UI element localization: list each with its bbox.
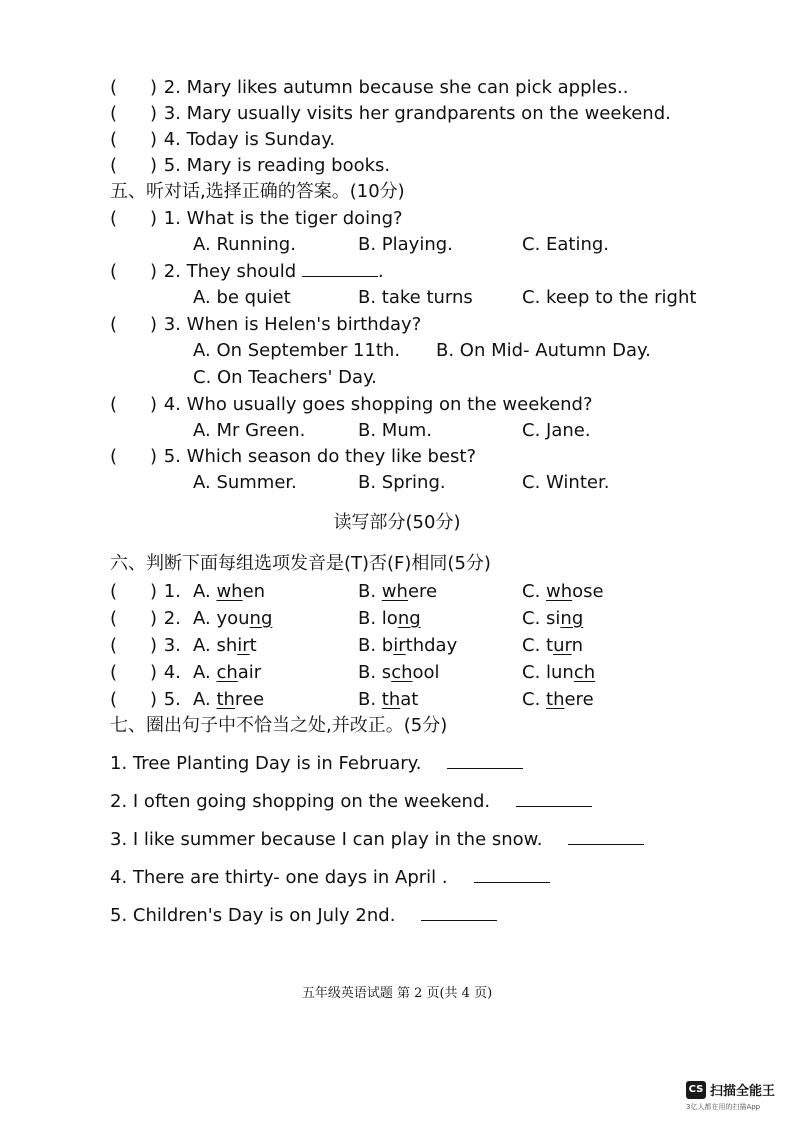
row-number: 2. <box>163 608 181 629</box>
word-part: B. <box>358 635 382 656</box>
word-part: ere <box>564 689 594 710</box>
word-part: sh <box>216 635 238 656</box>
phonics-option-c <box>522 661 595 685</box>
answer-paren: ( ) <box>110 662 158 683</box>
listen-q2 <box>110 260 384 284</box>
answer-blank[interactable] <box>421 906 497 921</box>
underlined-letters: th <box>546 689 565 710</box>
answer-paren: ( ) <box>110 635 158 656</box>
underlined-letters: ch <box>573 662 596 683</box>
phonics-option-b <box>358 580 437 604</box>
option-b: B. On Mid- Autumn Day. <box>436 340 651 361</box>
word-part: thday <box>405 635 458 656</box>
underlined-letters: ng <box>397 608 421 629</box>
section6-title: 六、判断下面每组选项发音是(T)否(F)相同(5分) <box>110 553 491 574</box>
item-number: 5. <box>163 155 181 176</box>
row-number: 4. <box>163 662 181 683</box>
word-part: ree <box>234 689 265 710</box>
option-c: C. Jane. <box>522 420 591 441</box>
word-part: A. <box>193 635 217 656</box>
phonics-option-a <box>193 661 261 685</box>
item-number: 4. <box>163 129 181 150</box>
word-part: A. <box>193 662 217 683</box>
phonics-option-b <box>358 607 421 631</box>
scanner-logo <box>686 1080 775 1099</box>
option-a: A. Mr Green. <box>193 420 306 441</box>
phonics-option-c <box>522 634 583 658</box>
answer-paren: ( ) <box>110 314 158 335</box>
phonics-row <box>110 580 181 604</box>
option-a: A. Summer. <box>193 472 297 493</box>
word-part: B. <box>358 689 382 710</box>
option-b: B. Mum. <box>358 420 432 441</box>
word-part: B. <box>358 662 382 683</box>
q-number: 3. <box>163 314 181 335</box>
underlined-letters: wh <box>216 581 243 602</box>
listen-q5 <box>110 445 476 469</box>
answer-paren: ( ) <box>110 129 158 150</box>
underlined-letters: th <box>381 689 401 710</box>
word-part: ool <box>412 662 440 683</box>
answer-paren: ( ) <box>110 581 158 602</box>
phonics-row <box>110 634 181 658</box>
underlined-letters: ir <box>237 635 250 656</box>
underlined-letters: wh <box>381 581 408 602</box>
option-c: C. keep to the right <box>522 287 697 308</box>
word-part: you <box>216 608 250 629</box>
option-c: C. On Teachers' Day. <box>193 367 377 388</box>
word-part: C. <box>522 689 547 710</box>
q-text: What is the tiger doing? <box>186 208 403 229</box>
phonics-row <box>110 661 181 685</box>
answer-blank[interactable] <box>568 830 644 845</box>
word-part: n <box>571 635 583 656</box>
cs-logo-icon: CS <box>686 1081 706 1099</box>
word-part: t <box>249 635 257 656</box>
answer-paren: ( ) <box>110 689 158 710</box>
word-part: en <box>242 581 266 602</box>
answer-blank[interactable] <box>516 792 592 807</box>
word-part: C. <box>522 635 547 656</box>
answer-paren: ( ) <box>110 394 158 415</box>
q-text: They should <box>186 261 297 282</box>
logo-tagline: 3亿人都在用的扫描App <box>686 1103 761 1111</box>
word-part: A. <box>193 689 217 710</box>
q-end: . <box>377 261 384 282</box>
option-a: A. On September 11th. <box>193 340 401 361</box>
correction-item-1 <box>110 752 523 776</box>
option-a: A. Running. <box>193 234 296 255</box>
q-number: 5. <box>163 446 181 467</box>
underlined-letters: ur <box>553 635 572 656</box>
phonics-option-b <box>358 688 418 712</box>
q-number: 2. <box>163 261 181 282</box>
word-part: C. <box>522 662 547 683</box>
underlined-letters: th <box>216 689 235 710</box>
answer-blank[interactable] <box>302 262 378 277</box>
option-c: C. Eating. <box>522 234 610 255</box>
correction-item-5 <box>110 904 497 928</box>
underlined-letters: ng <box>249 608 273 629</box>
row-number: 5. <box>163 689 181 710</box>
underlined-letters: ch <box>216 662 238 683</box>
judge-item-5 <box>110 154 390 178</box>
underlined-letters: ch <box>391 662 413 683</box>
phonics-option-a <box>193 607 272 631</box>
sentence: 4. There are thirty- one days in April . <box>110 867 448 888</box>
judge-item-4 <box>110 128 335 152</box>
word-part: A. <box>193 581 217 602</box>
phonics-option-a <box>193 634 257 658</box>
sentence: 1. Tree Planting Day is in February. <box>110 753 422 774</box>
word-part: B. <box>358 581 382 602</box>
word-part: si <box>546 608 561 629</box>
answer-paren: ( ) <box>110 208 158 229</box>
word-part: at <box>400 689 419 710</box>
row-number: 1. <box>163 581 181 602</box>
phonics-option-a <box>193 580 265 604</box>
underlined-letters: ir <box>393 635 406 656</box>
phonics-option-b <box>358 661 440 685</box>
word-part: B. <box>358 608 382 629</box>
item-number: 2. <box>163 77 181 98</box>
answer-paren: ( ) <box>110 77 158 98</box>
sentence: 2. I often going shopping on the weekend. <box>110 791 491 812</box>
word-part: b <box>381 635 394 656</box>
item-text: Mary is reading books. <box>186 155 391 176</box>
word-part: C. <box>522 608 547 629</box>
item-text: Mary usually visits her grandparents on the weekend. <box>186 103 671 124</box>
answer-blank[interactable] <box>474 868 550 883</box>
listen-q4 <box>110 393 593 417</box>
option-c: C. Winter. <box>522 472 610 493</box>
answer-paren: ( ) <box>110 608 158 629</box>
word-part: air <box>237 662 262 683</box>
part-title: 读写部分(50分) <box>333 512 461 533</box>
correction-item-2 <box>110 790 592 814</box>
judge-item-3 <box>110 102 671 126</box>
phonics-row <box>110 688 181 712</box>
word-part: lun <box>546 662 574 683</box>
phonics-row <box>110 607 181 631</box>
listen-q1 <box>110 207 403 231</box>
answer-paren: ( ) <box>110 446 158 467</box>
answer-paren: ( ) <box>110 261 158 282</box>
phonics-option-b <box>358 634 457 658</box>
option-b: B. take turns <box>358 287 473 308</box>
word-part: s <box>381 662 392 683</box>
word-part: ere <box>407 581 438 602</box>
item-text: Mary likes autumn because she can pick apples.. <box>186 77 629 98</box>
word-part: C. <box>522 581 547 602</box>
word-part: A. <box>193 608 217 629</box>
judge-item-2 <box>110 76 628 100</box>
option-b: B. Playing. <box>358 234 453 255</box>
answer-paren: ( ) <box>110 155 158 176</box>
row-number: 3. <box>163 635 181 656</box>
phonics-option-c <box>522 580 604 604</box>
section5-title: 五、听对话,选择正确的答案。(10分) <box>110 181 405 202</box>
word-part: ose <box>572 581 604 602</box>
section7-title: 七、圈出句子中不恰当之处,并改正。(5分) <box>110 715 448 736</box>
option-a: A. be quiet <box>193 287 291 308</box>
phonics-option-c <box>522 688 594 712</box>
q-text: When is Helen's birthday? <box>186 314 422 335</box>
listen-q3 <box>110 313 421 337</box>
q-text: Which season do they like best? <box>186 446 477 467</box>
correction-item-4 <box>110 866 550 890</box>
answer-paren: ( ) <box>110 103 158 124</box>
sentence: 3. I like summer because I can play in the snow. <box>110 829 543 850</box>
underlined-letters: wh <box>546 581 573 602</box>
correction-item-3 <box>110 828 644 852</box>
page-footer: 五年级英语试题 第 2 页(共 4 页) <box>301 986 493 1001</box>
q-number: 1. <box>163 208 181 229</box>
answer-blank[interactable] <box>447 754 523 769</box>
q-number: 4. <box>163 394 181 415</box>
option-b: B. Spring. <box>358 472 446 493</box>
q-text: Who usually goes shopping on the weekend? <box>186 394 593 415</box>
word-part: t <box>546 635 554 656</box>
word-part: lo <box>381 608 398 629</box>
item-text: Today is Sunday. <box>186 129 336 150</box>
underlined-letters: ng <box>560 608 584 629</box>
phonics-option-c <box>522 607 583 631</box>
phonics-option-a <box>193 688 264 712</box>
item-number: 3. <box>163 103 181 124</box>
logo-name: 扫描全能王 <box>710 1084 776 1099</box>
sentence: 5. Children's Day is on July 2nd. <box>110 905 396 926</box>
